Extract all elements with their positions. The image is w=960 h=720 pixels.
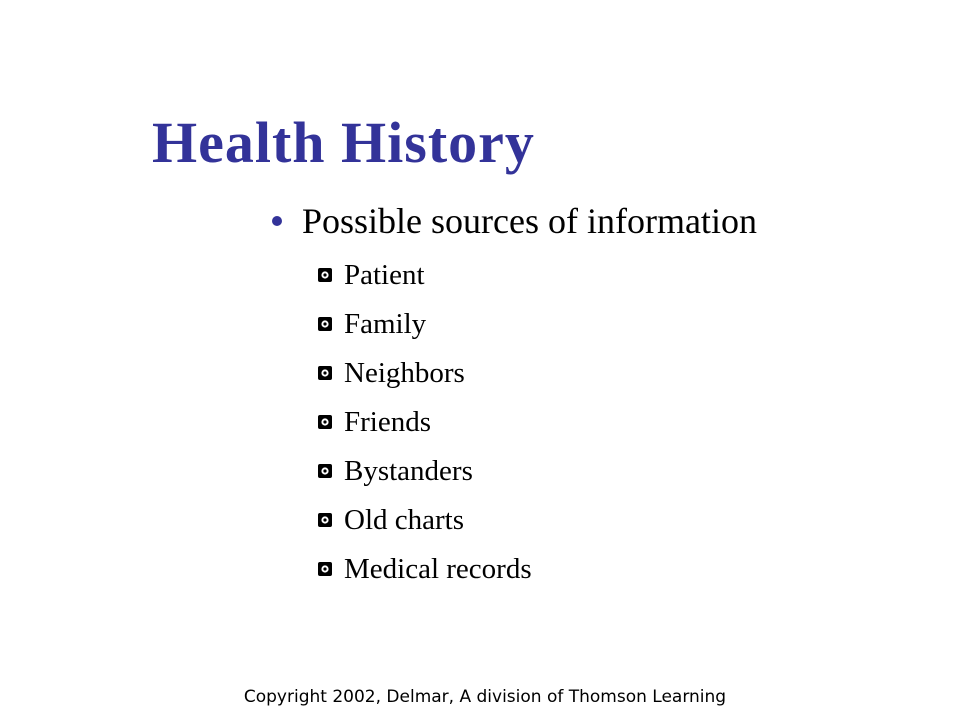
sub-bullet-text: Friends [344,405,431,438]
gear-square-bullet-icon [318,464,332,478]
sub-bullet-item [318,250,532,299]
sub-bullet-text: Family [344,307,427,340]
sub-bullet-item [318,446,532,495]
sub-bullet-item [318,397,532,446]
sub-bullet-item [318,544,532,593]
gear-square-bullet-icon [318,317,332,331]
sub-bullet-text: Medical records [344,552,532,585]
filled-circle-bullet-icon [272,216,282,226]
gear-square-bullet-icon [318,415,332,429]
gear-square-bullet-icon [318,513,332,527]
gear-square-bullet-icon [318,268,332,282]
sub-bullet-text: Old charts [344,503,464,536]
sub-bullet-text: Neighbors [344,356,465,389]
sub-bullet-item [318,495,532,544]
sub-bullet-item [318,348,532,397]
sub-bullet-text: Bystanders [344,454,473,487]
main-bullet-text: Possible sources of information [302,201,757,241]
copyright-footer: Copyright 2002, Delmar, A division of Thomson Learning [243,687,727,707]
sub-bullet-item [318,299,532,348]
sub-bullet-list [318,250,532,593]
slide-title: Health History [152,110,535,175]
main-bullet-item [272,198,757,244]
gear-square-bullet-icon [318,562,332,576]
gear-square-bullet-icon [318,366,332,380]
sub-bullet-text: Patient [344,258,425,291]
